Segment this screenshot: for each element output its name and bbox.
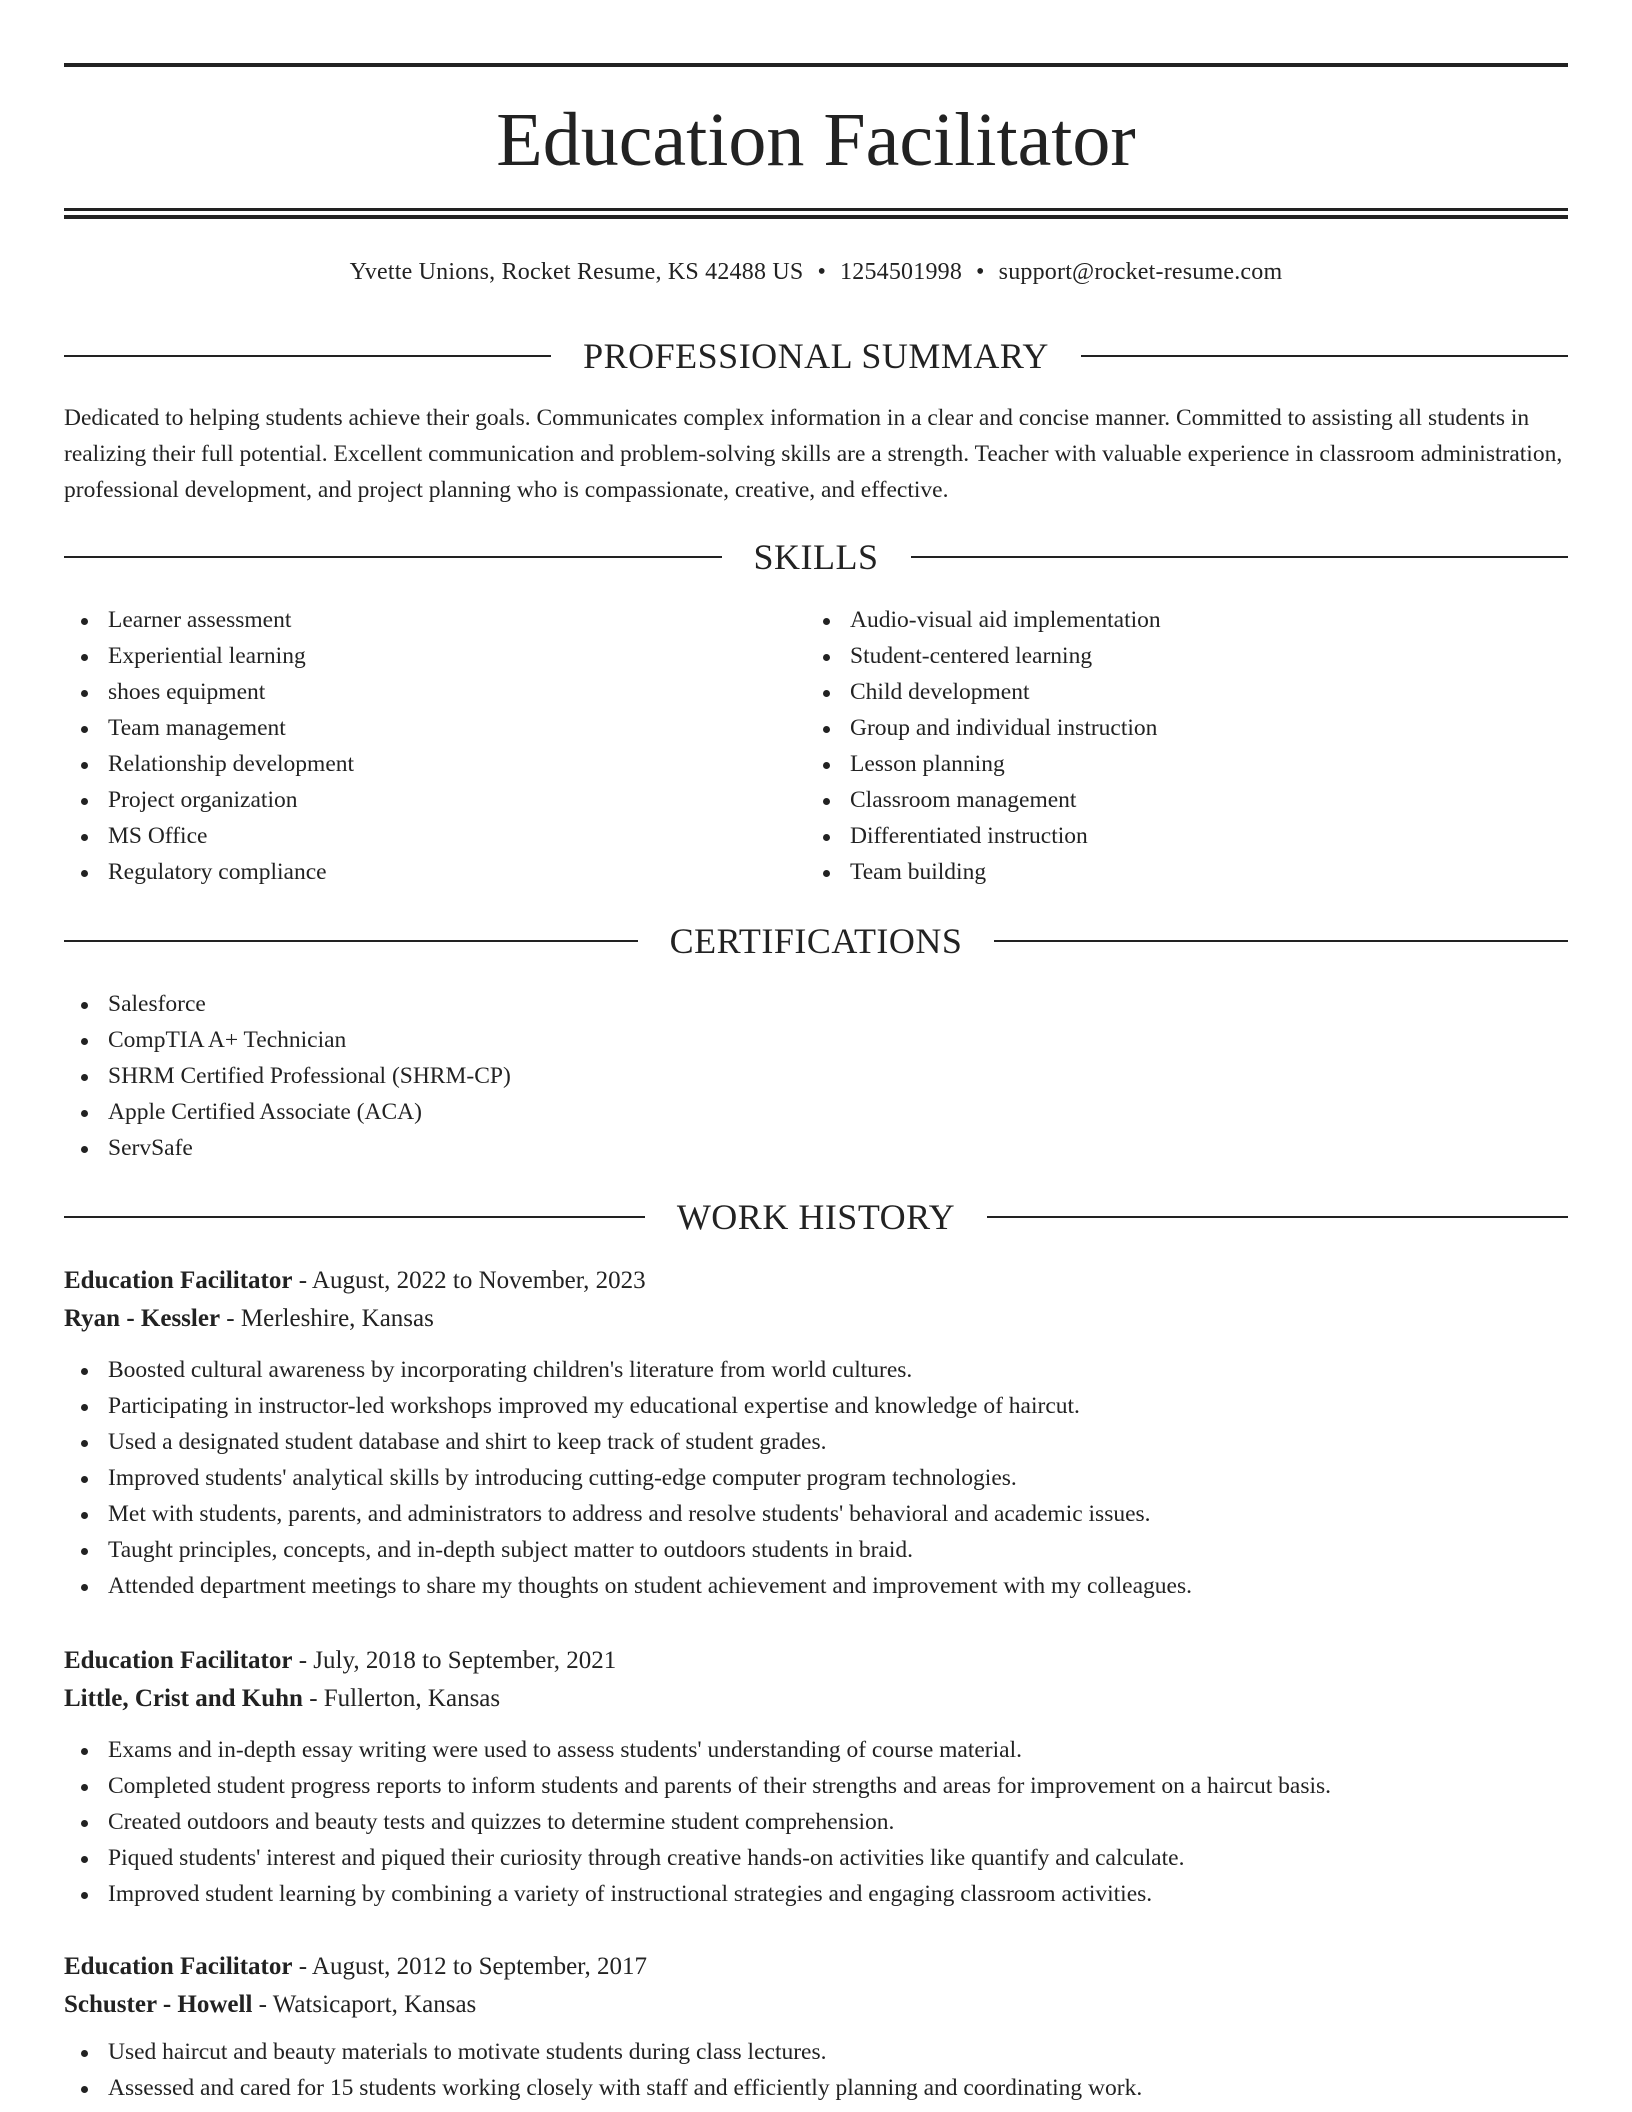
job-duty-item: Improved student learning by combining a variety of instructional strategies and engaging classroom activities. [64, 1876, 1568, 1912]
job-duty-item: Created outdoors and beauty tests and quizzes to determine student comprehension. [64, 1804, 1568, 1840]
contact-address: Yvette Unions, Rocket Resume, KS 42488 US [349, 259, 804, 285]
job-duty-item: Attended department meetings to share my thoughts on student achievement and improvement with my colleagues. [64, 1568, 1568, 1604]
certification-item: ServSafe [64, 1130, 1568, 1166]
skill-item: Child development [806, 674, 1568, 710]
certifications-list [64, 986, 1568, 1166]
job-title-line [64, 1262, 1568, 1300]
skill-item: Team building [806, 854, 1568, 890]
job-company: Ryan - Kessler [64, 1305, 221, 1332]
job-duties-list [64, 1352, 1568, 1604]
skills-list-right [806, 602, 1568, 890]
job-duty-item: Participating in instructor-led workshops improved my educational expertise and knowledge of haircut. [64, 1388, 1568, 1424]
skill-item: Student-centered learning [806, 638, 1568, 674]
certification-item: CompTIA A+ Technician [64, 1022, 1568, 1058]
job-company-line [64, 1300, 1568, 1338]
skill-item: Regulatory compliance [64, 854, 804, 890]
section-heading-work-history [64, 1195, 1568, 1239]
job-duty-item: Taught principles, concepts, and in-depth subject matter to outdoors students in braid. [64, 1532, 1568, 1568]
header-bottom-rule-lower [64, 215, 1568, 219]
header-bottom-rule-upper [64, 208, 1568, 211]
job-location: - Watsicaport, Kansas [252, 1991, 477, 2018]
skill-item: Learner assessment [64, 602, 804, 638]
job-dates: - August, 2012 to September, 2017 [292, 1953, 647, 1980]
section-heading-summary [64, 334, 1568, 378]
job-location: - Merleshire, Kansas [220, 1305, 434, 1332]
skill-item: shoes equipment [64, 674, 804, 710]
section-heading-label: PROFESSIONAL SUMMARY [583, 336, 1049, 376]
job-company: Schuster - Howell [64, 1991, 253, 2018]
heading-rule-left [64, 940, 638, 942]
heading-rule-right [1081, 355, 1568, 357]
contact-separator: • [976, 259, 985, 285]
job-title: Education Facilitator [64, 1647, 293, 1674]
section-heading-label: WORK HISTORY [676, 1197, 956, 1237]
certification-item: Apple Certified Associate (ACA) [64, 1094, 1568, 1130]
skill-item: Lesson planning [806, 746, 1568, 782]
summary-text: Dedicated to helping students achieve their goals. Communicates complex information in a clear and concise manner. Committed to assisting all students in realizing their full potential. Excellent communication and problem-solving skills are a strength. Teacher with valuable experience in classroom administration, professional development, and project planning who is compassionate, creative, and effective. [64, 405, 1563, 503]
contact-phone: 1254501998 [840, 259, 963, 285]
skill-item: Classroom management [806, 782, 1568, 818]
job-duty-item: Used haircut and beauty materials to motivate students during class lectures. [64, 2034, 1568, 2070]
certification-item: SHRM Certified Professional (SHRM-CP) [64, 1058, 1568, 1094]
job-title: Education Facilitator [64, 1953, 293, 1980]
heading-rule-left [64, 556, 722, 558]
job-duty-item: Completed student progress reports to inform students and parents of their strengths and areas for improvement on a haircut basis. [64, 1768, 1568, 1804]
resume-title: Education Facilitator [496, 98, 1136, 182]
job-title-line [64, 1948, 1568, 1986]
job-duty-item: Boosted cultural awareness by incorporating children's literature from world cultures. [64, 1352, 1568, 1388]
job-duty-item: Improved students' analytical skills by introducing cutting-edge computer program technologies. [64, 1460, 1568, 1496]
skills-list-left [64, 602, 804, 890]
section-heading-skills [64, 535, 1568, 579]
job-duty-item: Piqued students' interest and piqued their curiosity through creative hands-on activities like quantify and calculate. [64, 1840, 1568, 1876]
skill-item: Experiential learning [64, 638, 804, 674]
job-location: - Fullerton, Kansas [302, 1685, 501, 1712]
job-entry [64, 1262, 1568, 1604]
contact-line [64, 254, 1568, 290]
heading-rule-right [987, 1216, 1568, 1218]
skill-item: Relationship development [64, 746, 804, 782]
heading-rule-left [64, 1216, 645, 1218]
job-entry [64, 1642, 1568, 1912]
job-duty-item: Met with students, parents, and administrators to address and resolve students' behavioral and academic issues. [64, 1496, 1568, 1532]
heading-rule-right [911, 556, 1569, 558]
job-company: Little, Crist and Kuhn [64, 1685, 303, 1712]
job-title-line [64, 1642, 1568, 1680]
skill-item: Group and individual instruction [806, 710, 1568, 746]
section-heading-label: SKILLS [753, 537, 879, 577]
section-heading-certifications [64, 919, 1568, 963]
job-dates: - July, 2018 to September, 2021 [292, 1647, 617, 1674]
job-company-line [64, 1986, 1568, 2024]
certification-item: Salesforce [64, 986, 1568, 1022]
skill-item: Project organization [64, 782, 804, 818]
job-duties-list [64, 2034, 1568, 2106]
skill-item: Differentiated instruction [806, 818, 1568, 854]
contact-email: support@rocket-resume.com [998, 259, 1283, 285]
job-company-line [64, 1680, 1568, 1718]
job-duty-item: Exams and in-depth essay writing were used to assess students' understanding of course material. [64, 1732, 1568, 1768]
job-dates: - August, 2022 to November, 2023 [292, 1267, 646, 1294]
heading-rule-right [994, 940, 1568, 942]
job-entry [64, 1948, 1568, 2106]
job-duty-item: Used a designated student database and shirt to keep track of student grades. [64, 1424, 1568, 1460]
contact-separator: • [817, 259, 827, 285]
section-heading-label: CERTIFICATIONS [669, 921, 963, 961]
job-title: Education Facilitator [64, 1267, 293, 1294]
header-top-rule [64, 63, 1568, 67]
skill-item: Team management [64, 710, 804, 746]
job-duties-list [64, 1732, 1568, 1912]
skill-item: MS Office [64, 818, 804, 854]
heading-rule-left [64, 355, 551, 357]
skill-item: Audio-visual aid implementation [806, 602, 1568, 638]
job-duty-item: Assessed and cared for 15 students working closely with staff and efficiently planning and coordinating work. [64, 2070, 1568, 2106]
